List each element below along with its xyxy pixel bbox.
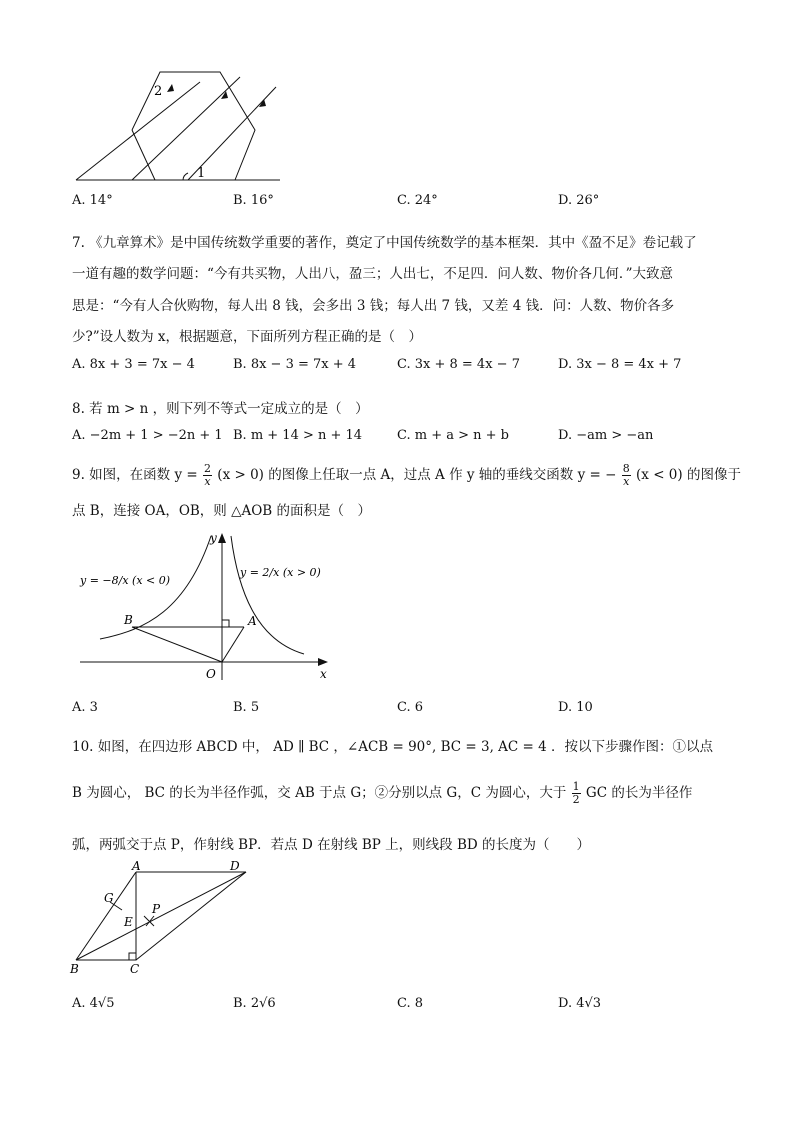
q9-point-a-label: A: [248, 614, 257, 628]
q9-option-d[interactable]: D. 10: [558, 700, 593, 715]
q10-option-a[interactable]: A. 4√5: [72, 996, 115, 1011]
q10-label-a: A: [132, 860, 141, 873]
q9-option-b[interactable]: B. 5: [233, 700, 260, 715]
q9-stem-line-1: [72, 460, 741, 490]
q7-line-1: 7. 《九章算术》是中国传统数学重要的著作，奠定了中国传统数学的基本框架．其中《盈不足》卷记载了: [72, 235, 697, 251]
q10-label-p: P: [152, 902, 161, 916]
q9-stem-part-c: (x < 0) 的图像于: [636, 467, 741, 483]
q7-line-4: 少?”设人数为 x，根据题意，下面所列方程正确的是（ ）: [72, 329, 423, 345]
q9-fraction-1: $\frac{2}{x}$: [204, 462, 211, 488]
q8-option-d[interactable]: D. −am > −an: [558, 428, 654, 443]
q6-option-c[interactable]: C. 24°: [397, 193, 438, 208]
q6-option-d[interactable]: D. 26°: [558, 193, 600, 208]
q10-line-2-part-a: B 为圆心， BC 的长为半径作弧，交 AB 于点 G；②分别以点 G，C 为圆心，大于: [72, 785, 567, 801]
q10-option-c[interactable]: C. 8: [397, 996, 424, 1011]
q10-line-2-part-b: GC 的长为半径作: [585, 785, 693, 801]
q10-label-g: G: [104, 891, 114, 905]
q9-point-o-label: O: [206, 667, 216, 681]
q10-option-b[interactable]: B. 2√6: [233, 996, 276, 1011]
q10-label-e: E: [124, 915, 133, 929]
q9-option-c[interactable]: C. 6: [397, 700, 424, 715]
q6-angle2-label: 2: [154, 84, 163, 99]
q7-line-2: 一道有趣的数学问题：“今有共买物，人出八，盈三；人出七，不足四．问人数、物价各几何．”大致意: [72, 266, 674, 282]
q6-angle1-label: 1: [197, 166, 206, 181]
q8-option-c[interactable]: C. m + a > n + b: [397, 428, 509, 443]
q10-line-2: [72, 778, 692, 808]
q9-option-a[interactable]: A. 3: [72, 700, 98, 715]
q7-option-b[interactable]: B. 8x − 3 = 7x + 4: [233, 357, 357, 372]
q7-option-a[interactable]: A. 8x + 3 = 7x − 4: [72, 357, 195, 372]
q7-line-3: 思是：“今有人合伙购物，每人出 8 钱，会多出 3 钱；每人出 7 钱，又差 4 钱．问：人数、物价各多: [72, 298, 675, 314]
q9-fraction-2: $\frac{8}{x}$: [622, 462, 630, 488]
q7-option-d[interactable]: D. 3x − 8 = 4x + 7: [558, 357, 682, 372]
q9-axis-y-label: y: [210, 531, 217, 545]
q8-option-b[interactable]: B. m + 14 > n + 14: [233, 428, 363, 443]
q6-option-a[interactable]: A. 14°: [72, 193, 113, 208]
q8-stem: 8. 若 m > n ，则下列不等式一定成立的是（ ）: [72, 401, 369, 417]
q9-axis-x-label: x: [320, 667, 327, 681]
q10-option-d[interactable]: D. 4√3: [558, 996, 602, 1011]
q10-label-d: D: [230, 860, 240, 873]
q6-figure: [70, 62, 290, 186]
q7-option-c[interactable]: C. 3x + 8 = 4x − 7: [397, 357, 520, 372]
q10-line-1: 10. 如图，在四边形 ABCD 中， AD ∥ BC ，∠ACB = 90°, BC = 3, AC = 4 ．按以下步骤作图：①以点: [72, 739, 714, 755]
q9-right-curve-label: y = 2/x (x > 0): [240, 566, 321, 579]
q9-graph: [76, 530, 338, 685]
q9-left-curve-label: y = −8/x (x < 0): [80, 574, 171, 587]
q10-figure: [66, 860, 256, 978]
q8-option-a[interactable]: A. −2m + 1 > −2n + 1: [72, 428, 223, 443]
q10-line-3: 弧，两弧交于点 P，作射线 BP．若点 D 在射线 BP 上，则线段 BD 的长度为（ ）: [72, 837, 590, 853]
q9-stem-part-b: (x > 0) 的图像上任取一点 A，过点 A 作 y 轴的垂线交函数 y = −: [217, 467, 617, 483]
q10-fraction: $\frac{1}{2}$: [572, 780, 580, 806]
q10-label-b: B: [70, 962, 79, 976]
q6-option-b[interactable]: B. 16°: [233, 193, 274, 208]
q10-label-c: C: [130, 962, 140, 976]
q9-stem-part-a: 9. 如图，在函数 y =: [72, 467, 198, 483]
q9-point-b-label: B: [124, 613, 133, 627]
q9-stem-line-2: 点 B，连接 OA，OB，则 △AOB 的面积是（ ）: [72, 503, 372, 519]
